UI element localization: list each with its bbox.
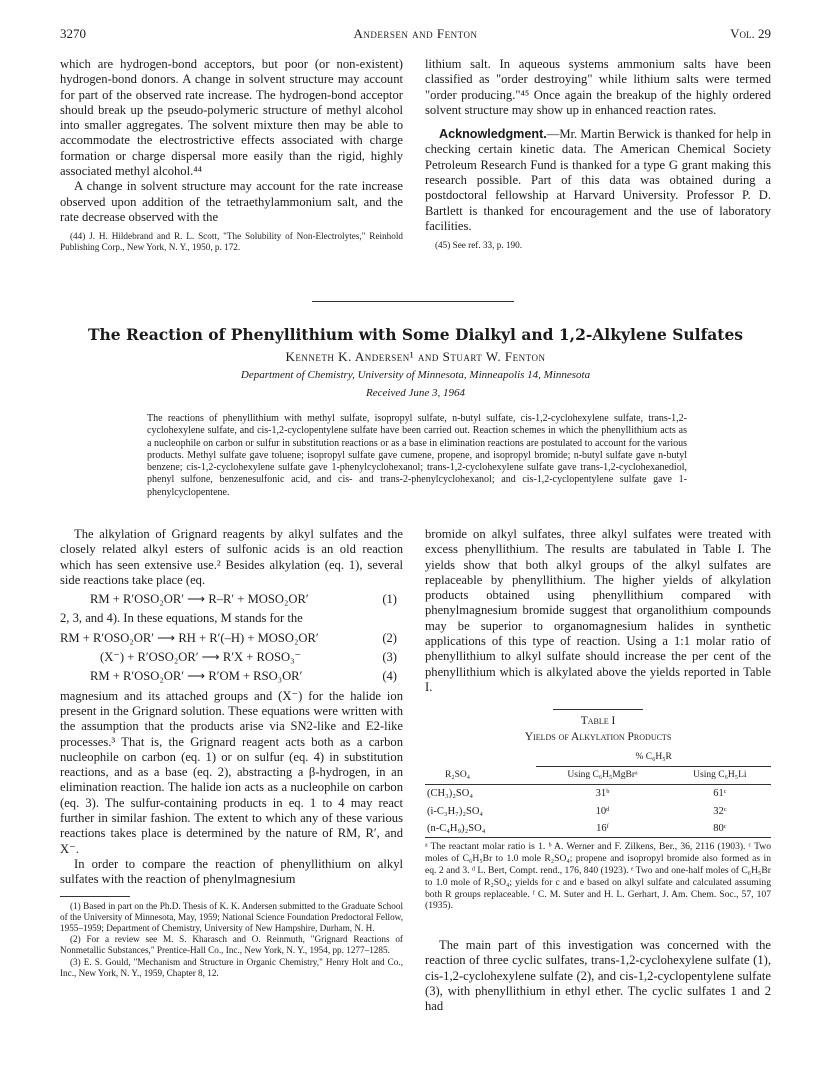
paragraph: magnesium and its attached groups and (X⁻) for the halide ion present in the Grignard solution. These equations were written with the assumption that the products arise via SN2-like and E2-like processes.³ That is, the Grignard reagent acts both as a carbon nucleophile on carbon (eq. 1) or on sulfur (eq. 4) in substitution reactions, and as a base (eq. 2), abstracting a β-hydrogen, in an elimination reaction. The halide ion acts as a nucleophile on carbon (eq. 3). The sulfur-containing products in eq. 1 to 4 may react further in similar fashion. The extent to which any of these various reactions takes place is determined by the nature of RM, R′, and X⁻. (60, 688, 403, 856)
table-notes: ᵃ The reactant molar ratio is 1. ᵇ A. Werner and F. Zilkens, Ber., 36, 2116 (1903). ᶜ Two moles of C₆H₅Br to 1.0 mole R₂SO₄; propene and isopropyl bromide also formed as in eq. 2 and 3. ᵈ L. Bert, Compt. rend., 176, 840 (1923). ᵉ Two and one-half moles of C₆H₅Br to 1.0 mole of R₂SO₄; yields for c and e based on alkyl sulfate and calculated assuming both R groups replaceable. ᶠ C. M. Suter and H. L. Gerhart, J. Am. Chem. Soc., 57, 107 (1935). (425, 841, 771, 912)
footnote: (2) For a review see M. S. Kharasch and O. Reinmuth, "Grignard Reactions of Nonmetallic Substances," Prentice-Hall Co., Inc., New York, N. Y., 1954, pp. 1277–1285. (60, 934, 403, 956)
footnote: (1) Based in part on the Ph.D. Thesis of K. K. Andersen submitted to the Graduate School of the University of Minnesota, May, 1959; National Science Foundation Predoctoral Fellow, 1955–1959; Department of Chemistry, University of New Hampshire, Durham, N. H. (60, 900, 403, 933)
body-left-column (60, 527, 403, 979)
table-cell: 10ᵈ (595, 805, 610, 817)
paragraph: A change in solvent structure may account for the rate increase observed upon addition of the tetraethylammonium salt, and the rate decrease observed with the (60, 179, 403, 224)
paragraph: bromide on alkyl sulfates, three alkyl sulfates were treated with excess phenyllithium. The results are tabulated in Table I. The yields show that both alkyl groups of the alkyl sulfates are replaceable by phenyllithium. The higher yields of alkylation products obtained using phenyllithium compared with phenylmagnesium bromide suggest that organolithium compounds may be superior to organomagnesium halides in synthetic applications of this type of reaction. Using a 1:1 molar ratio of phenyllithium to alkyl sulfate should increase the per cent of the phenyllithium which is alkylated above the yields reported in Table I. (425, 527, 771, 694)
footnotes (60, 901, 403, 979)
equation-number: (4) (382, 669, 397, 684)
yields-table (425, 749, 771, 838)
equation-1 (60, 592, 403, 607)
top-right-column (425, 57, 771, 251)
running-header (60, 26, 771, 44)
received-date: Received June 3, 1964 (366, 387, 465, 399)
article-title: The Reaction of Phenyllithium with Some Dialkyl and 1,2-Alkylene Sulfates (87, 325, 744, 344)
table-cell: 31ᵇ (595, 788, 610, 800)
table-cell: (CH₃)₂SO₄ (427, 788, 473, 800)
page-number: 3270 (60, 26, 86, 41)
table-cell: 61ᶜ (713, 788, 727, 800)
ack-heading: Acknowledgment. (439, 127, 547, 142)
top-left-column (60, 57, 403, 254)
equation-number: (3) (382, 650, 397, 665)
ack-text: —Mr. Martin Berwick is thanked for help in checking certain kinetic data. The American Chemical Society Petroleum Research Fund is thanked for a type G grant making this research possible. Part of this data was obtained during a postdoctoral fellowship at Harvard University. Professor P. D. Bartlett is thanked for encouragement and the use of laboratory facilities. (425, 127, 771, 233)
footnote: (3) E. S. Gould, "Mechanism and Structure in Organic Chemistry," Henry Holt and Co., Inc., New York, N. Y., 1959, Chapter 8, 12. (60, 956, 403, 978)
volume-label: Vol. 29 (730, 26, 771, 41)
footnote-text: (45) See ref. 33, p. 190. (435, 240, 523, 251)
equation-3 (60, 650, 403, 665)
column-header: Using C₆H₅MgBrᵃ (536, 767, 668, 785)
separator-rule (312, 301, 514, 302)
affiliation: Department of Chemistry, University of Minnesota, Minneapolis 14, Minnesota (240, 369, 591, 381)
table-span-header-row (425, 749, 771, 767)
span-header: % C₆H₅R (536, 749, 771, 767)
equation-number: (2) (382, 630, 397, 645)
paragraph: In order to compare the reaction of phenyllithium on alkyl sulfates with the reaction of phenylmagnesium (60, 856, 403, 887)
paragraph: The main part of this investigation was concerned with the reaction of three cyclic sulfates, trans-1,2-cyclohexylene sulfate (1), cis-1,2-cyclohexylene sulfate (2), and cis-1,2-cyclopentylene sulfate (3), with phenyllithium in ethyl ether. The cyclic sulfates 1 and 2 had (425, 938, 771, 1014)
footnote-rule (60, 896, 130, 897)
equation-number: (1) (382, 592, 397, 607)
table-row (425, 820, 771, 838)
table-cell: (i-C₃H₇)₂SO₄ (427, 805, 484, 817)
table-cell: 32ᶜ (713, 805, 727, 817)
table-header-row (425, 767, 771, 785)
paragraph: lithium salt. In aqueous systems ammonium salts have been classified as "order destroying" while lithium salts were termed "order producing."⁴⁵ Once again the breakup of the highly ordered solvent structure may show up in enhanced reaction rates. (425, 57, 771, 117)
paragraph: which are hydrogen-bond acceptors, but poor (or non-existent) hydrogen-bond donors. A change in solvent structure may account for part of the observed rate increase. The hydrogen-bond acceptor should break up the pseudo-polymeric structure of methyl alcohol into smaller aggregates. The solvent mixture then may be able to accommodate the electrostrictive effects associated with charge formation or charge dispersal more easily than the rigid, highly associated methyl alcohol.⁴⁴ (60, 57, 403, 179)
table-row (425, 803, 771, 820)
equation-2 (60, 631, 403, 646)
paragraph: The alkylation of Grignard reagents by alkyl sulfates and the closely related alkyl esters of sulfonic acids is an old reaction which has seen extensive use.² Besides alkylation (eq. 1), several side reactions take place (eq. (60, 527, 403, 587)
table-rule (553, 709, 643, 710)
paragraph: 2, 3, and 4). In these equations, M stands for the (60, 611, 303, 626)
column-header: Using C₆H₅Li (669, 767, 771, 785)
table-cell: 16ᶠ (536, 820, 668, 838)
footnote-44 (60, 231, 403, 253)
footnote-45 (425, 240, 771, 251)
equation: RM + R′OSO₂OR′ ⟶ RH + R′(–H) + MOSO₂OR′ (60, 630, 319, 645)
equation: RM + R′OSO₂OR′ ⟶ R′OM + RSO₃OR′ (90, 669, 303, 684)
acknowledgment (425, 127, 771, 234)
table-1 (425, 714, 771, 912)
table-cell: 80ᶜ (669, 820, 771, 838)
equation: RM + R′OSO₂OR′ ⟶ R–R′ + MOSO₂OR′ (90, 592, 309, 607)
abstract: The reactions of phenyllithium with methyl sulfate, isopropyl sulfate, n-butyl sulfate, cis-1,2-cyclohexylene sulfate, trans-1,2-cyclohexylene sulfate, and cis-1,2-cyclopentylene sulfate have been carried out. Reaction schemes in which the phenyllithium acts as a nucleophile on carbon or sulfur in substitution reactions or as a base in elimination reactions are postulated to account for the various products. Methyl sulfate gave toluene; isopropyl sulfate gave cumene, propene, and isopropyl bromide; n-butyl sulfate gave n-butyl benzene; cis-1,2-cyclohexylene sulfate gave 1-phenylcyclohexanol; trans-1,2-cyclohexylene sulfate gave trans-1,2-cyclohexanediol, phenyl sulfone, benzenesulfonic acid, and cis- and trans-2-phenylcyclohexanol; and cis-1,2-cyclopentylene sulfate gave 1-phenylcyclopentene. (147, 413, 687, 498)
authors: Kenneth K. Andersen¹ and Stuart W. Fenton (285, 349, 546, 364)
table-caption: Yields of Alkylation Products (524, 730, 672, 743)
table-label: Table I (580, 715, 616, 728)
table-cell: (n-C₄H₉)₂SO₄ (425, 820, 536, 838)
footnote-text: (44) J. H. Hildebrand and R. L. Scott, "The Solubility of Non-Electrolytes," Reinhold Publishing Corp., New York, N. Y., 1950, p. 172. (60, 231, 403, 253)
equation-4 (60, 669, 403, 684)
running-title: Andersen and Fenton (353, 26, 478, 41)
table-row (425, 785, 771, 803)
body-right-column (425, 527, 771, 1015)
equation: (X⁻) + R′OSO₂OR′ ⟶ R′X + ROSO₃⁻ (100, 650, 302, 665)
column-header: R₂SO₄ (425, 767, 536, 785)
